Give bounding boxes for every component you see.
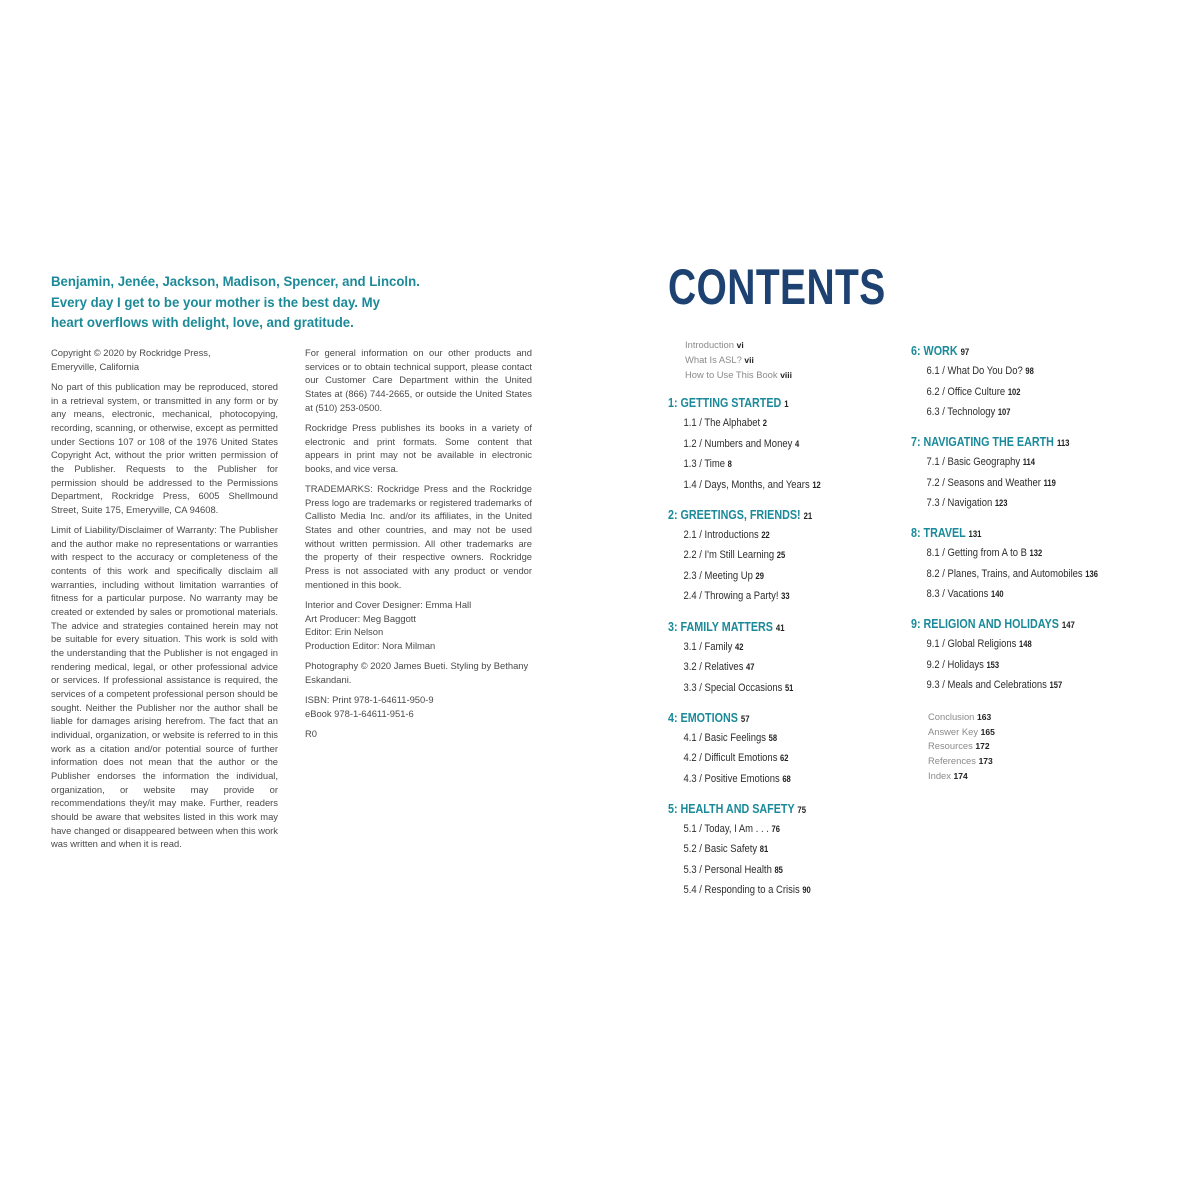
toc-section-item-page-number: 25	[776, 550, 786, 561]
toc-section-item-page-number: 29	[755, 570, 764, 581]
toc-section-item	[911, 382, 1098, 403]
toc-chapter-heading	[911, 525, 1098, 543]
toc-section-item-label: 7.1 / Basic Geography	[926, 456, 1021, 469]
toc-back-matter-item	[928, 739, 1128, 754]
credit-line: Editor: Erin Nelson	[305, 626, 384, 638]
toc-column-right	[911, 343, 1128, 784]
toc-chapter-heading-page-number: 75	[797, 804, 807, 815]
toc-section-item-page-number: 136	[1085, 568, 1098, 579]
toc-section-item	[668, 748, 821, 769]
toc-front-matter-item-label: What Is ASL?	[685, 353, 742, 365]
toc-chapter-heading-page-number: 1	[784, 399, 789, 410]
toc-section-item-page-number: 68	[782, 773, 791, 784]
general-info: For general information on our other products and services or to obtain technical support, please contact our Customer Care Department within the United States at (866) 744-2665, or outside the United States at (510) 253-0500.	[305, 347, 532, 413]
toc-section-item-page-number: 123	[994, 498, 1008, 509]
toc-section-item-label: 3.2 / Relatives	[683, 661, 744, 674]
toc-section-item-page-number: 140	[990, 589, 1004, 600]
toc-section-item-page-number: 8	[727, 459, 732, 470]
toc-back-matter-item-page-number: 174	[953, 770, 968, 781]
toc-chapter-heading	[668, 619, 821, 637]
toc-chapter-heading-label: 2: GREETINGS, FRIENDS!	[668, 507, 801, 522]
toc-section-item	[668, 657, 821, 678]
toc-section-item-page-number: 132	[1029, 548, 1043, 559]
toc-section-item-label: 6.2 / Office Culture	[926, 385, 1006, 398]
toc-section-item-label: 1.2 / Numbers and Money	[683, 437, 793, 450]
toc-back-matter-item-page-number: 165	[980, 726, 995, 737]
toc-chapter-heading-label: 3: FAMILY MATTERS	[668, 619, 773, 634]
toc-back-matter-item-label: References	[928, 755, 976, 767]
reproduction-notice: No part of this publication may be reproduced, stored in a retrieval system, or transmitted in any form or by any means, electronic, mechanical, photocopying, recording, scanning, or otherwise, except as permitted under Sections 107 or 108 of the 1976 United States Copyright Act, without the prior written permission of the Publisher. Requests to the Publisher for permission should be addressed to the Permissions Department, Rockridge Press, 6005 Shellmound Street, Suite 175, Emeryville, CA 94608.	[51, 380, 278, 515]
toc-back-matter-item	[928, 754, 1128, 769]
toc-section-item	[668, 839, 821, 860]
credit-line: Art Producer: Meg Baggott	[305, 612, 416, 624]
dedication-line: Every day I get to be your mother is the best day. My	[51, 294, 380, 311]
toc-section-item-label: 2.3 / Meeting Up	[683, 569, 753, 582]
copyright-notice: Copyright © 2020 by Rockridge Press, Emeryville, California	[51, 347, 211, 372]
toc-section-item-label: 2.4 / Throwing a Party!	[683, 590, 779, 603]
toc-section-item	[668, 586, 821, 607]
dedication-line: heart overflows with delight, love, and gratitude.	[51, 315, 354, 331]
toc-back-matter-item-label: Resources	[928, 740, 973, 752]
toc-front-matter-item-label: Introduction	[685, 339, 734, 350]
toc-front-matter-item	[685, 353, 846, 368]
toc-section-item-page-number: 153	[986, 659, 1000, 670]
toc-section-item	[911, 543, 1098, 564]
print-code: R0	[305, 727, 317, 739]
toc-back-matter-item	[928, 769, 1128, 784]
toc-back-matter-item	[928, 710, 1128, 725]
toc-section-item-page-number: 47	[746, 662, 755, 673]
isbn-line: ISBN: Print 978-1-64611-950-9	[305, 694, 434, 706]
toc-section-item	[668, 637, 821, 658]
toc-front-matter-item	[685, 338, 846, 353]
toc-section-item	[911, 584, 1098, 605]
toc-section-item-label: 9.1 / Global Religions	[926, 638, 1017, 651]
toc-back-matter-item-page-number: 173	[978, 756, 993, 767]
toc-chapter-heading-label: 9: RELIGION AND HOLIDAYS	[911, 617, 1059, 632]
toc-section-item-label: 4.1 / Basic Feelings	[683, 731, 767, 744]
toc-chapter-heading-label: 7: NAVIGATING THE EARTH	[911, 435, 1054, 450]
toc-section-item-page-number: 148	[1019, 639, 1032, 650]
toc-section-item-page-number: 102	[1007, 386, 1021, 397]
toc-back-matter-item-label: Conclusion	[928, 710, 975, 722]
toc-section-item-page-number: 114	[1022, 457, 1035, 468]
isbn	[305, 693, 532, 720]
toc-chapter-heading	[911, 343, 1098, 361]
toc-section-item-label: 2.2 / I'm Still Learning	[683, 549, 775, 562]
credits	[305, 598, 532, 653]
toc-section-item-label: 2.1 / Introductions	[683, 528, 759, 541]
toc-section-item	[668, 880, 821, 901]
toc-section-item	[911, 493, 1098, 514]
toc-chapter-heading	[911, 616, 1098, 634]
toc-section-item-page-number: 76	[771, 823, 780, 834]
toc-section-item-page-number: 33	[781, 591, 790, 602]
toc-section-item-page-number: 157	[1049, 680, 1063, 691]
toc-chapter-heading-page-number: 57	[740, 713, 750, 724]
toc-section-item-label: 3.3 / Special Occasions	[683, 681, 783, 694]
toc-section-item	[911, 655, 1098, 676]
toc-section-item	[911, 675, 1098, 696]
toc-section-item-page-number: 81	[759, 844, 769, 855]
toc-section-item-label: 3.1 / Family	[683, 640, 733, 653]
toc-section-item-page-number: 62	[780, 753, 789, 764]
toc-back-matter-item-page-number: 172	[975, 741, 990, 752]
toc-section-item	[668, 545, 821, 566]
toc-section-item	[911, 564, 1098, 585]
toc-back-matter-item-page-number: 163	[977, 711, 992, 722]
toc-section-item-page-number: 4	[794, 438, 800, 449]
toc-chapter-heading-label: 4: EMOTIONS	[668, 710, 738, 725]
toc-section-item-page-number: 90	[802, 885, 811, 896]
toc-front-matter-item-page-number: vi	[736, 340, 744, 350]
toc-section-item-page-number: 98	[1025, 366, 1034, 376]
toc-section-item-page-number: 107	[997, 407, 1011, 417]
toc-section-item	[911, 361, 1098, 382]
toc-section-item-label: 5.2 / Basic Safety	[683, 843, 758, 856]
toc-chapter-heading	[668, 710, 821, 728]
toc-section-item-label: 6.3 / Technology	[926, 406, 996, 418]
toc-section-item-page-number: 58	[768, 732, 778, 743]
toc-back-matter-item-label: Index	[928, 769, 951, 781]
contents-title: CONTENTS	[668, 259, 886, 315]
toc-section-item	[668, 434, 821, 455]
toc-section-item-page-number: 22	[761, 529, 770, 540]
toc-chapter-heading-label: 6: WORK	[911, 344, 958, 358]
toc-section-item	[668, 413, 821, 434]
toc-chapter-heading-label: 1: GETTING STARTED	[668, 396, 782, 411]
dedication	[51, 272, 420, 334]
toc-chapter-heading	[668, 801, 821, 819]
toc-column-left	[668, 338, 846, 901]
toc-section-item	[668, 728, 821, 749]
toc-front-matter-item-label: How to Use This Book	[685, 368, 778, 380]
toc-section-item-label: 1.3 / Time	[683, 458, 726, 471]
toc-section-item	[911, 452, 1098, 473]
toc-section-item-page-number: 12	[812, 479, 821, 490]
toc-chapter-heading-page-number: 147	[1061, 620, 1075, 631]
toc-front-matter-item	[685, 368, 846, 383]
toc-section-item	[668, 525, 821, 546]
toc-section-item-label: 8.3 / Vacations	[926, 588, 989, 601]
toc-section-item	[911, 634, 1098, 655]
credit-line: Production Editor: Nora Milman	[305, 639, 436, 651]
toc-section-item-page-number: 2	[762, 418, 767, 429]
toc-back-matter-item	[928, 725, 1128, 740]
toc-section-item-label: 5.4 / Responding to a Crisis	[683, 884, 800, 897]
toc-chapter-heading-page-number: 131	[968, 529, 982, 540]
toc-back-matter-item-label: Answer Key	[928, 725, 979, 737]
toc-section-item	[911, 402, 1098, 423]
dedication-line: Benjamin, Jenée, Jackson, Madison, Spencer, and Lincoln.	[51, 274, 420, 290]
toc-section-item	[668, 454, 821, 475]
formats-notice: Rockridge Press publishes its books in a variety of electronic and print formats. Some content that appears in print may not be available in electronic books, and vice versa.	[305, 421, 532, 474]
toc-chapter-heading-label: 8: TRAVEL	[911, 526, 966, 541]
toc-section-item-page-number: 119	[1043, 477, 1056, 488]
toc-chapter-heading-page-number: 113	[1056, 438, 1070, 449]
toc-section-item-label: 6.1 / What Do You Do?	[926, 365, 1023, 377]
toc-section-item-label: 7.3 / Navigation	[926, 497, 993, 510]
toc-section-item	[668, 678, 821, 699]
toc-section-item-label: 8.2 / Planes, Trains, and Automobiles	[926, 567, 1083, 580]
toc-section-item-label: 7.2 / Seasons and Weather	[926, 476, 1041, 489]
toc-section-item-label: 5.3 / Personal Health	[683, 863, 772, 876]
credit-line: Interior and Cover Designer: Emma Hall	[305, 598, 472, 610]
toc-chapter-heading	[668, 507, 821, 525]
toc-section-item	[668, 566, 821, 587]
toc-section-item-label: 4.2 / Difficult Emotions	[683, 752, 778, 765]
toc-chapter-heading-label: 5: HEALTH AND SAFETY	[668, 801, 795, 816]
toc-section-item	[668, 860, 821, 881]
toc-section-item-label: 1.4 / Days, Months, and Years	[683, 478, 810, 491]
toc-section-item-label: 4.3 / Positive Emotions	[683, 772, 780, 785]
disclaimer-notice: Limit of Liability/Disclaimer of Warranty: The Publisher and the author make no representations or warranties with respect to the accuracy or completeness of the contents of this work and specifically disclaim all warranties, including without limitation warranties of fitness for a particular purpose. No warranty may be created or extended by sales or promotional materials. The advice and strategies contained herein may not be suitable for every situation. This work is sold with the understanding that the Publisher is not engaged in rendering medical, legal, or other professional advice or services. If professional assistance is required, the services of a competent professional person should be sought. Neither the Publisher nor the author shall be liable for damages arising herefrom. The fact that an individual, organization, or website is referred to in this work as a citation and/or potential source of further information does not mean that the author or the Publisher endorses the information the individual, organization, or website may provide or recommendations they/it may make. Further, readers should be aware that websites listed in this work may have changed or disappeared between when this work was written and when it is read.	[51, 524, 278, 850]
trademarks-notice: TRADEMARKS: Rockridge Press and the Rockridge Press logo are trademarks or registered trademarks of Callisto Media Inc. and/or its affiliates, in the United States and other countries, and may not be used without written permission. All other trademarks are the property of their respective owners. Rockridge Press is not associated with any product or vendor mentioned in this book.	[305, 483, 532, 590]
toc-section-item-label: 9.2 / Holidays	[926, 658, 984, 671]
toc-chapter-heading-page-number: 97	[960, 347, 970, 357]
toc-section-item	[911, 473, 1098, 494]
toc-front-matter-item-page-number: viii	[780, 369, 792, 380]
toc-section-item-label: 9.3 / Meals and Celebrations	[926, 679, 1047, 692]
toc-front-matter-item-page-number: vii	[744, 354, 754, 365]
toc-section-item-label: 5.1 / Today, I Am . . .	[683, 822, 769, 835]
toc-section-item-page-number: 85	[774, 864, 783, 875]
toc-chapter-heading-page-number: 41	[775, 622, 785, 633]
toc-chapter-heading	[668, 395, 821, 413]
toc-section-item	[668, 819, 821, 840]
toc-section-item-page-number: 42	[735, 641, 744, 652]
toc-section-item-label: 1.1 / The Alphabet	[683, 417, 761, 430]
toc-chapter-heading	[911, 434, 1098, 452]
isbn-line: eBook 978-1-64611-951-6	[305, 707, 414, 719]
toc-section-item	[668, 769, 821, 790]
toc-section-item	[668, 475, 821, 496]
copyright-column-left	[51, 346, 278, 857]
toc-chapter-heading-page-number: 21	[803, 510, 813, 521]
toc-section-item-page-number: 51	[784, 682, 794, 693]
copyright-column-right	[305, 346, 532, 747]
photography-credit: Photography © 2020 James Bueti. Styling by Bethany Eskandani.	[305, 660, 529, 685]
toc-section-item-label: 8.1 / Getting from A to B	[926, 547, 1027, 560]
